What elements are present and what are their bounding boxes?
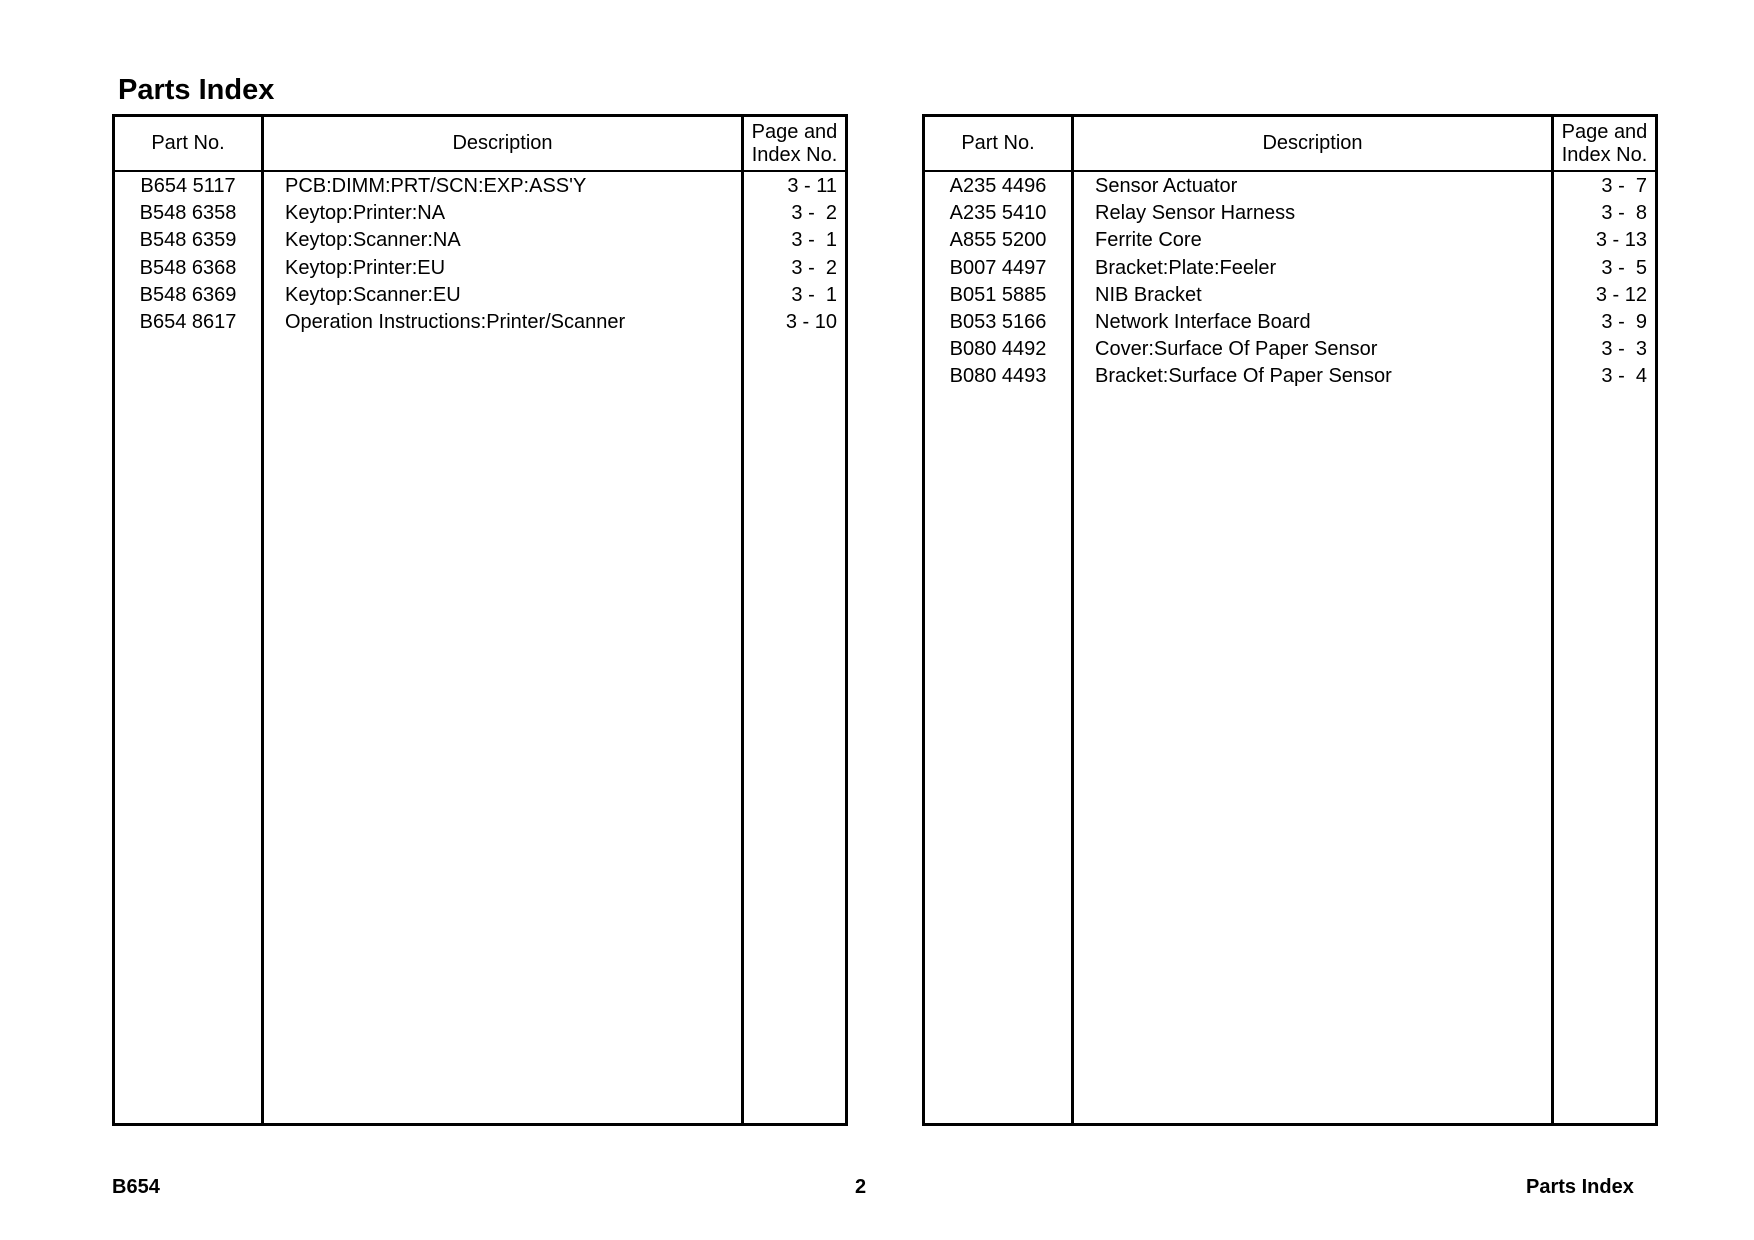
table-rows — [925, 172, 1655, 390]
table-row — [115, 199, 845, 226]
table-row — [925, 308, 1655, 335]
part-description: Keytop:Printer:EU — [285, 256, 446, 279]
part-description: Keytop:Scanner:EU — [285, 283, 461, 306]
parts-table-left — [112, 114, 848, 1126]
table-row — [115, 281, 845, 308]
header-page-index — [1554, 117, 1655, 170]
table-row — [925, 172, 1655, 199]
part-description: Relay Sensor Harness — [1095, 202, 1296, 225]
table-rows — [115, 172, 845, 335]
page-index: 3 - 7 — [1601, 175, 1647, 197]
part-description: Keytop:Scanner:NA — [285, 229, 461, 252]
header-page-index-line2: Index No. — [751, 143, 838, 166]
part-number: B007 4497 — [949, 256, 1047, 279]
page-index: 3 - 12 — [1595, 283, 1647, 306]
page-index: 3 - 10 — [785, 310, 837, 333]
page-index: 3 - 2 — [791, 202, 837, 225]
page-index: 3 - 1 — [791, 283, 837, 306]
parts-table-right — [922, 114, 1658, 1126]
part-number: B053 5166 — [949, 310, 1047, 333]
page-index: 3 - 3 — [1601, 338, 1647, 361]
page-index: 3 - 8 — [1601, 202, 1647, 225]
part-number: B080 4493 — [949, 365, 1047, 388]
part-description: NIB Bracket — [1095, 283, 1202, 306]
footer-section: Parts Index — [1526, 1176, 1634, 1198]
page-index: 3 - 1 — [791, 229, 837, 252]
header-page-index-line2: Index No. — [1561, 143, 1648, 166]
page-title: Parts Index — [118, 74, 275, 106]
table-row — [115, 254, 845, 281]
table-row — [925, 281, 1655, 308]
page-index: 3 - 11 — [787, 175, 837, 197]
part-description: Ferrite Core — [1095, 229, 1202, 252]
part-number: B654 8617 — [139, 310, 237, 333]
page-index: 3 - 2 — [791, 256, 837, 279]
header-page-index — [744, 117, 845, 170]
part-number: A235 5410 — [949, 202, 1047, 225]
part-description: PCB:DIMM:PRT/SCN:EXP:ASS'Y — [285, 175, 587, 197]
part-description: Bracket:Surface Of Paper Sensor — [1095, 365, 1392, 388]
table-row — [925, 226, 1655, 253]
header-page-index-line1: Page and — [1561, 120, 1648, 143]
part-description: Keytop:Printer:NA — [285, 202, 446, 225]
header-page-index-line1: Page and — [751, 120, 838, 143]
part-number: A235 4496 — [949, 175, 1047, 197]
part-description: Network Interface Board — [1095, 310, 1311, 333]
part-number: B654 5117 — [140, 175, 236, 197]
table-row — [115, 226, 845, 253]
page-index: 3 - 5 — [1601, 256, 1647, 279]
table-row — [115, 172, 845, 199]
page-index: 3 - 9 — [1601, 310, 1647, 333]
part-number: B548 6359 — [139, 229, 237, 252]
part-number: B548 6368 — [139, 256, 237, 279]
part-description: Cover:Surface Of Paper Sensor — [1095, 338, 1378, 361]
part-number: B080 4492 — [949, 338, 1047, 361]
part-number: B548 6369 — [139, 283, 237, 306]
table-row — [925, 362, 1655, 389]
table-row — [925, 254, 1655, 281]
footer-page-number: 2 — [855, 1176, 867, 1198]
part-number: B051 5885 — [949, 283, 1047, 306]
table-row — [925, 199, 1655, 226]
header-part-no: Part No. — [961, 132, 1035, 154]
part-description: Operation Instructions:Printer/Scanner — [285, 310, 626, 333]
part-number: A855 5200 — [949, 229, 1047, 252]
part-number: B548 6358 — [139, 202, 237, 225]
footer-model: B654 — [112, 1176, 160, 1198]
header-part-no: Part No. — [151, 132, 225, 154]
part-description: Bracket:Plate:Feeler — [1095, 256, 1277, 279]
header-description: Description — [1262, 132, 1363, 154]
page-index: 3 - 13 — [1595, 229, 1647, 252]
table-row — [925, 335, 1655, 362]
part-description: Sensor Actuator — [1095, 175, 1238, 197]
header-description: Description — [452, 132, 553, 154]
page-index: 3 - 4 — [1601, 365, 1647, 388]
table-row — [115, 308, 845, 335]
